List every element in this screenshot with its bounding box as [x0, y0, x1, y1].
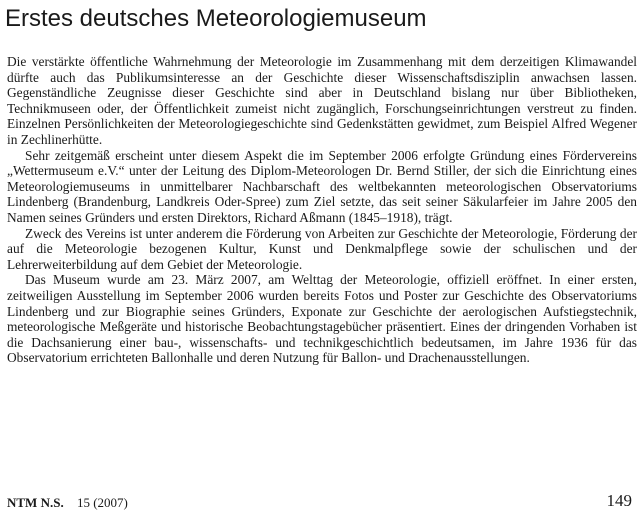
article-body [7, 54, 637, 366]
journal-footer [7, 495, 128, 511]
paragraph-1: Die verstärkte öffentliche Wahrnehmung der Meteorologie im Zusammenhang mit dem derzeitigen Klimawandel dürfte auch das Publikumsinteresse an der Geschichte dieser Wissenschaftsdisziplin anwachsen lassen. Gegenständliche Zeugnisse dieser Geschichte sind aber in Deutschland bislang nur über Bibliotheken, Technikmuseen oder, der Öffentlichkeit zumeist nicht zugänglich, Forschungseinrichtungen verstreut zu finden. Einzelnen Persönlichkeiten der Meteorologiegeschichte sind Gedenkstätten gewidmet, zum Beispiel Alfred Wegener in Zechlinerhütte. [7, 54, 637, 147]
page-number: 149 [606, 491, 632, 510]
journal-volume: 15 (2007) [76, 495, 128, 510]
article-title: Erstes deutsches Meteorologiemuseum [5, 5, 427, 32]
journal-name: NTM N.S. [7, 495, 64, 510]
paragraph-4: Das Museum wurde am 23. März 2007, am Welttag der Meteorologie, offiziell eröffnet. In einer ersten, zeitweiligen Ausstellung im September 2006 wurden bereits Fotos und Poster zur Geschichte des Observatoriums Lindenberg und zur Biographie seines Gründers, Exponate zur Geschichte der aerologischen Aufstiegstechnik, meteorologische Meßgeräte und historische Beobachtungstagebücher präsentiert. Eines der dringenden Vorhaben ist die Dachsanierung einer bau-, wissenschafts- und technikgeschichtlich bedeutsamen, im Jahre 1936 für das Observatorium errichteten Ballonhalle und deren Nutzung für Ballon- und Drachenausstellungen. [7, 272, 637, 366]
paragraph-2: Sehr zeitgemäß erscheint unter diesem Aspekt die im September 2006 erfolgte Gründung eines Fördervereins „Wettermuseum e.V.“ unter der Leitung des Diplom-Meteorologen Dr. Bernd Stiller, der sich die Einrichtung eines Meteorologiemuseums in unmittelbarer Nachbarschaft des weltbekannten meteorologischen Observatoriums Lindenberg (Brandenburg, Landkreis Oder-Spree) zum Ziel setzte, das seit seiner Säkularfeier im Jahre 2005 den Namen seines Gründers und ersten Direktors, Richard Aßmann (1845–1918), trägt. [7, 147, 637, 225]
paragraph-3: Zweck des Vereins ist unter anderem die Förderung von Arbeiten zur Geschichte der Meteorologie, Förderung der auf die Meteorologie bezogenen Kultur, Kunst und Denkmalpflege sowie der schulischen und der Lehrerweiterbildung auf dem Gebiet der Meteorologie. [7, 225, 637, 272]
